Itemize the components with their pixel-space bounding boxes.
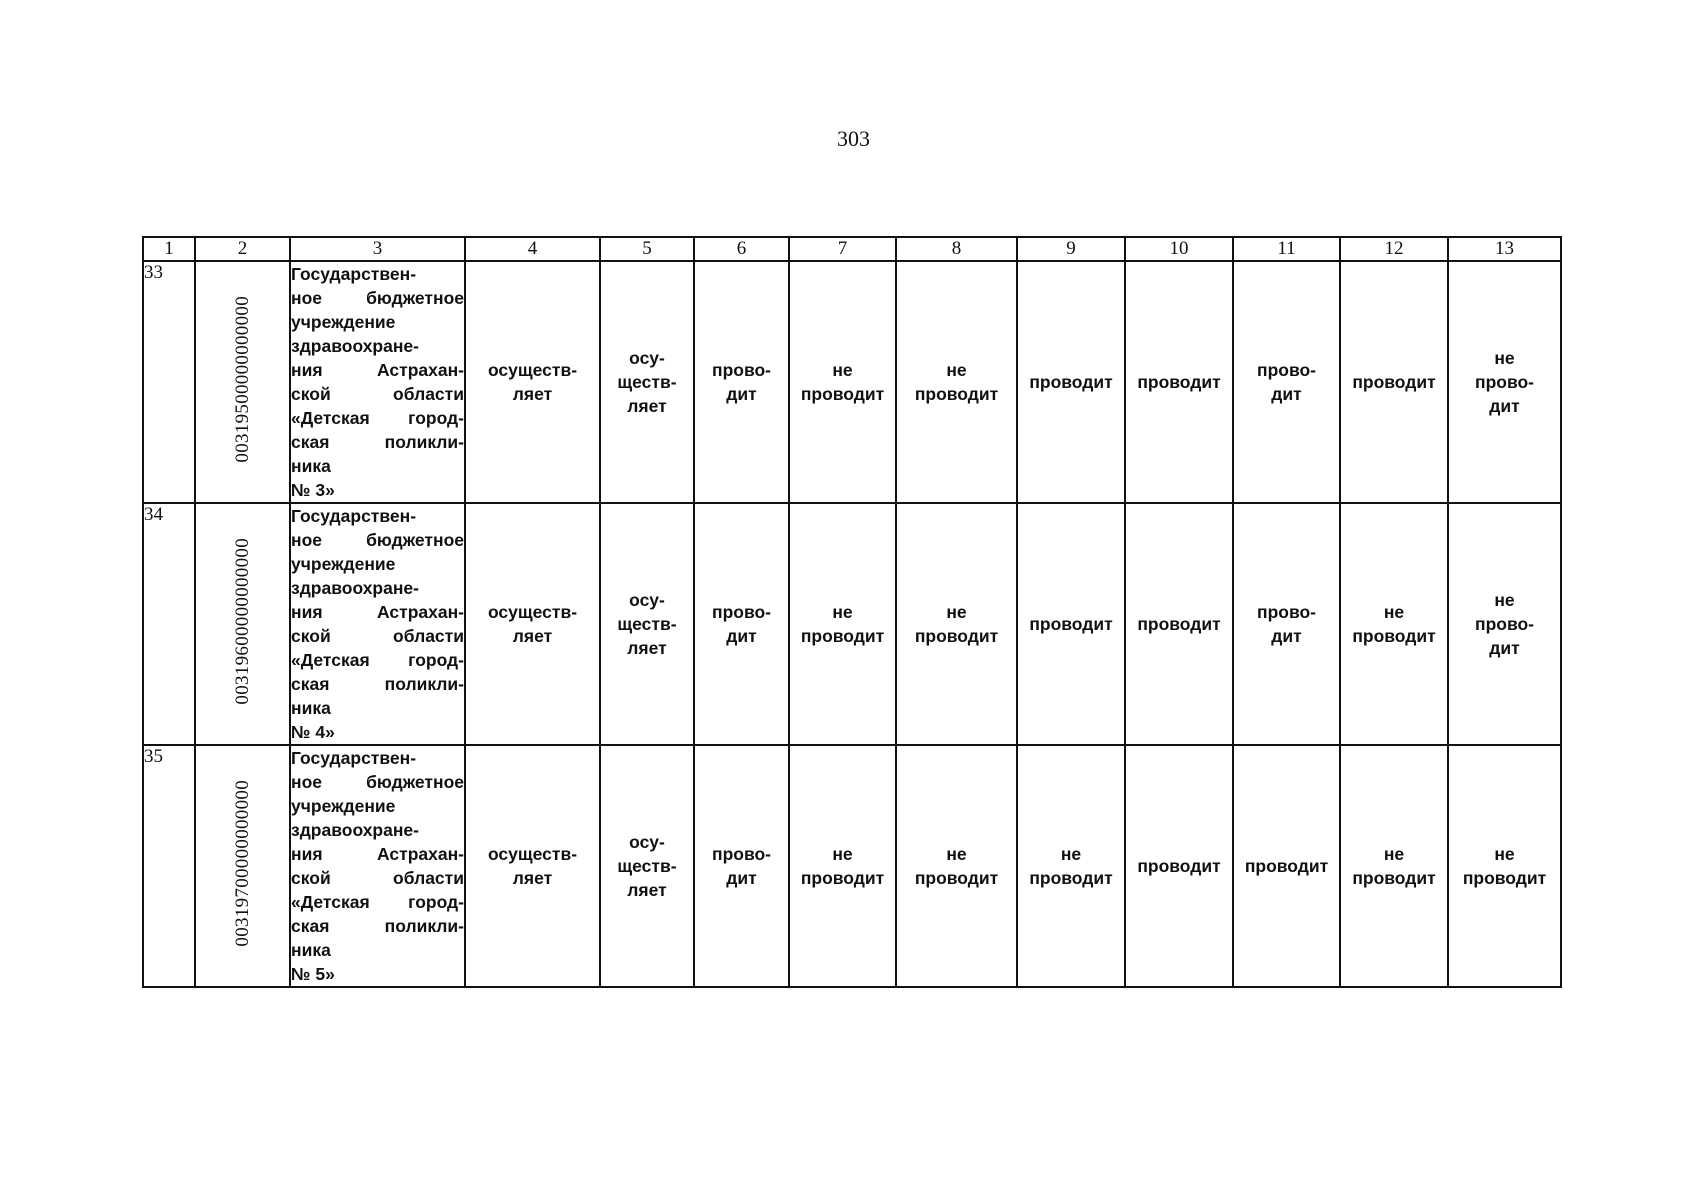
institution-name-line: «Детская город- bbox=[291, 892, 464, 912]
registry-code-cell bbox=[195, 745, 290, 987]
institution-name-line: ской области bbox=[291, 384, 464, 404]
status-cell-col-8 bbox=[896, 745, 1017, 987]
column-header: 11 bbox=[1233, 237, 1340, 261]
status-cell-col-13 bbox=[1448, 503, 1561, 745]
status-text-line: проводит bbox=[1137, 372, 1221, 392]
institution-name-line: Государствен- bbox=[291, 748, 417, 768]
institution-name-line: № 4» bbox=[291, 722, 335, 742]
status-text-line: прово- bbox=[1257, 602, 1316, 622]
institution-name-line: ской области bbox=[291, 626, 464, 646]
registry-code: 00319600000000000 bbox=[231, 538, 253, 705]
status-text-line: не bbox=[1494, 348, 1515, 368]
status-text-line: не bbox=[832, 844, 853, 864]
status-text-line: прово- bbox=[1475, 614, 1534, 634]
status-text-line: ществ- bbox=[617, 372, 677, 392]
institution-name-line: здравоохране- bbox=[291, 820, 419, 840]
institution-name-line: ская поликли- bbox=[291, 916, 464, 936]
status-cell-col-5 bbox=[600, 261, 694, 503]
status-cell-col-10 bbox=[1125, 745, 1233, 987]
institution-name-line: ская поликли- bbox=[291, 432, 464, 452]
table-row bbox=[143, 261, 1561, 503]
institution-name-line: ника bbox=[291, 698, 331, 718]
status-text-line: проводит bbox=[800, 626, 885, 646]
status-text-line: дит bbox=[726, 626, 757, 646]
institution-name-line: ния Астрахан- bbox=[291, 602, 464, 622]
status-cell-col-12 bbox=[1340, 261, 1448, 503]
status-text-line: проводит bbox=[1029, 614, 1113, 634]
column-header: 3 bbox=[290, 237, 465, 261]
status-text-line: не bbox=[946, 360, 967, 380]
status-cell-col-7 bbox=[789, 503, 896, 745]
institution-name-line: Государствен- bbox=[291, 506, 417, 526]
status-text-line: ляет bbox=[627, 880, 667, 900]
table-row bbox=[143, 745, 1561, 987]
status-cell-col-11 bbox=[1233, 261, 1340, 503]
status-cell-col-13 bbox=[1448, 745, 1561, 987]
status-text-line: осуществ- bbox=[487, 844, 578, 864]
status-text-line: проводит bbox=[800, 384, 885, 404]
column-header: 7 bbox=[789, 237, 896, 261]
status-text-line: прово- bbox=[712, 844, 771, 864]
status-text-line: ляет bbox=[627, 396, 667, 416]
status-cell-col-9 bbox=[1017, 745, 1125, 987]
status-text-line: осу- bbox=[629, 348, 665, 368]
registry-code-cell bbox=[195, 261, 290, 503]
institution-name-line: учреждение bbox=[291, 312, 396, 332]
status-text-line: дит bbox=[1271, 384, 1302, 404]
institution-name-line: здравоохране- bbox=[291, 336, 419, 356]
institution-name bbox=[290, 261, 465, 503]
institution-name-line: ника bbox=[291, 456, 331, 476]
institution-name bbox=[290, 503, 465, 745]
status-text-line: дит bbox=[726, 384, 757, 404]
status-cell-col-12 bbox=[1340, 503, 1448, 745]
status-text-line: ляет bbox=[512, 626, 553, 646]
institution-name-line: ника bbox=[291, 940, 331, 960]
status-text-line: не bbox=[946, 602, 967, 622]
status-text-line: не bbox=[1494, 844, 1515, 864]
status-text-line: осу- bbox=[629, 832, 665, 852]
status-text-line: проводит bbox=[1352, 868, 1436, 888]
status-text-line: не bbox=[832, 360, 853, 380]
table-body bbox=[143, 261, 1561, 987]
institution-name-line: учреждение bbox=[291, 554, 396, 574]
row-number: 35 bbox=[143, 745, 195, 987]
institution-name-line: ное бюджетное bbox=[291, 288, 464, 308]
status-text-line: не bbox=[1494, 590, 1515, 610]
status-text-line: прово- bbox=[1475, 372, 1534, 392]
status-cell-col-6 bbox=[694, 503, 789, 745]
column-header: 4 bbox=[465, 237, 600, 261]
status-cell-col-12 bbox=[1340, 745, 1448, 987]
status-text-line: не bbox=[946, 844, 967, 864]
status-cell-col-4 bbox=[465, 745, 600, 987]
table-row bbox=[143, 503, 1561, 745]
column-header: 8 bbox=[896, 237, 1017, 261]
row-number: 34 bbox=[143, 503, 195, 745]
status-cell-col-7 bbox=[789, 745, 896, 987]
header-row bbox=[143, 237, 1561, 261]
status-text-line: проводит bbox=[914, 868, 999, 888]
status-text-line: прово- bbox=[1257, 360, 1316, 380]
institution-name-line: № 3» bbox=[291, 480, 335, 500]
row-number: 33 bbox=[143, 261, 195, 503]
status-text-line: ляет bbox=[627, 638, 667, 658]
institution-name-line: ская поликли- bbox=[291, 674, 464, 694]
status-text-line: проводит bbox=[914, 384, 999, 404]
status-cell-col-10 bbox=[1125, 503, 1233, 745]
column-header: 12 bbox=[1340, 237, 1448, 261]
status-cell-col-11 bbox=[1233, 503, 1340, 745]
institution-name-line: ской области bbox=[291, 868, 464, 888]
status-text-line: проводит bbox=[1462, 868, 1547, 888]
status-text-line: дит bbox=[1271, 626, 1302, 646]
status-cell-col-6 bbox=[694, 261, 789, 503]
column-header: 1 bbox=[143, 237, 195, 261]
status-text-line: ществ- bbox=[617, 856, 677, 876]
status-cell-col-4 bbox=[465, 503, 600, 745]
status-cell-col-11 bbox=[1233, 745, 1340, 987]
page-number: 303 bbox=[837, 126, 870, 151]
institution-name-line: ное бюджетное bbox=[291, 530, 464, 550]
status-text-line: ляет bbox=[512, 868, 553, 888]
status-text-line: ществ- bbox=[617, 614, 677, 634]
status-text-line: осу- bbox=[629, 590, 665, 610]
status-text-line: проводит bbox=[1352, 626, 1436, 646]
status-text-line: проводит bbox=[1137, 856, 1221, 876]
status-text-line: ляет bbox=[512, 384, 553, 404]
status-text-line: дит bbox=[1489, 638, 1520, 658]
institution-name-line: ния Астрахан- bbox=[291, 844, 464, 864]
status-text-line: не bbox=[1383, 602, 1405, 622]
status-text-line: не bbox=[1060, 844, 1082, 864]
status-text-line: проводит bbox=[914, 626, 999, 646]
status-text-line: прово- bbox=[712, 360, 771, 380]
status-text-line: осуществ- bbox=[487, 360, 578, 380]
status-text-line: дит bbox=[726, 868, 757, 888]
status-text-line: проводит bbox=[800, 868, 885, 888]
institution-name bbox=[290, 745, 465, 987]
status-text-line: прово- bbox=[712, 602, 771, 622]
column-header: 13 bbox=[1448, 237, 1561, 261]
status-text-line: не bbox=[1383, 844, 1405, 864]
status-text-line: проводит bbox=[1352, 372, 1436, 392]
status-text-line: проводит bbox=[1029, 868, 1113, 888]
status-cell-col-4 bbox=[465, 261, 600, 503]
status-cell-col-8 bbox=[896, 261, 1017, 503]
status-text-line: проводит bbox=[1137, 614, 1221, 634]
column-header: 6 bbox=[694, 237, 789, 261]
status-cell-col-13 bbox=[1448, 261, 1561, 503]
register-table bbox=[142, 236, 1562, 988]
column-header: 10 bbox=[1125, 237, 1233, 261]
column-header: 2 bbox=[195, 237, 290, 261]
status-cell-col-9 bbox=[1017, 261, 1125, 503]
institution-name-line: «Детская город- bbox=[291, 650, 464, 670]
status-text-line: не bbox=[832, 602, 853, 622]
status-cell-col-10 bbox=[1125, 261, 1233, 503]
registry-code: 00319700000000000 bbox=[231, 780, 253, 947]
status-cell-col-9 bbox=[1017, 503, 1125, 745]
status-cell-col-5 bbox=[600, 503, 694, 745]
status-cell-col-7 bbox=[789, 261, 896, 503]
status-text-line: дит bbox=[1489, 396, 1520, 416]
institution-name-line: учреждение bbox=[291, 796, 396, 816]
institution-name-line: Государствен- bbox=[291, 264, 417, 284]
institution-name-line: здравоохране- bbox=[291, 578, 419, 598]
status-cell-col-8 bbox=[896, 503, 1017, 745]
status-text-line: осуществ- bbox=[487, 602, 578, 622]
column-header: 5 bbox=[600, 237, 694, 261]
status-text-line: проводит bbox=[1029, 372, 1113, 392]
registry-code-cell bbox=[195, 503, 290, 745]
institution-name-line: «Детская город- bbox=[291, 408, 464, 428]
column-header: 9 bbox=[1017, 237, 1125, 261]
institution-name-line: № 5» bbox=[291, 964, 335, 984]
institution-name-line: ния Астрахан- bbox=[291, 360, 464, 380]
registry-code: 00319500000000000 bbox=[231, 296, 253, 463]
status-text-line: проводит bbox=[1244, 856, 1329, 876]
institution-name-line: ное бюджетное bbox=[291, 772, 464, 792]
status-cell-col-5 bbox=[600, 745, 694, 987]
status-cell-col-6 bbox=[694, 745, 789, 987]
